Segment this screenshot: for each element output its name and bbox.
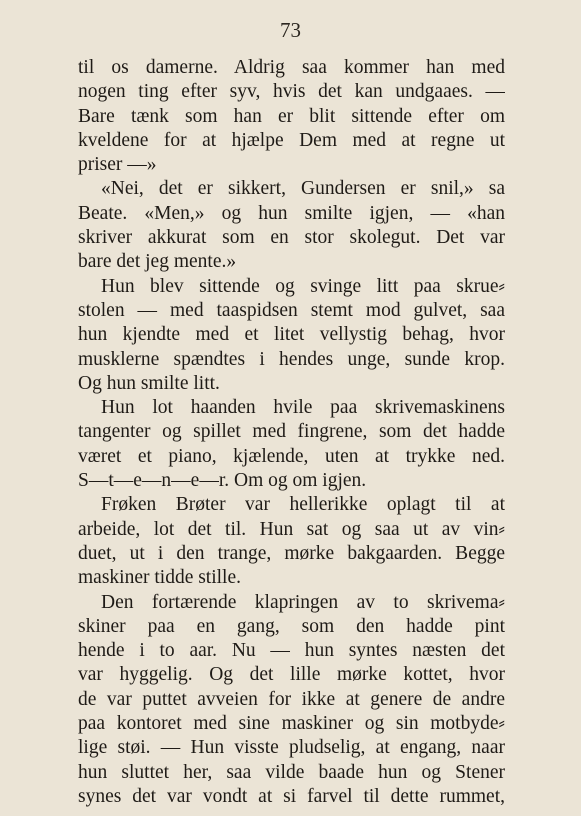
text-line: Hun blev sittende og svinge litt paa skrue⸗	[101, 275, 505, 297]
text-line: hun sluttet her, saa vilde baade hun og Stener	[78, 761, 505, 783]
text-line: stolen — med taaspidsen stemt mod gulvet, saa	[78, 299, 505, 321]
text-line: arbeide, lot det til. Hun sat og saa ut av vin⸗	[78, 518, 505, 540]
text-line: nogen ting efter syv, hvis det kan undgaaes. —	[78, 81, 505, 103]
text-line: maskiner tidde stille.	[78, 567, 242, 589]
text-line: de var puttet avveien for ikke at genere de andre	[78, 688, 505, 710]
text-line: paa kontoret med sine maskiner og sin motbyde⸗	[78, 713, 505, 735]
text-line: synes det var vondt at si farvel til dette rummet,	[78, 785, 505, 807]
text-line: Hun lot haanden hvile paa skrivemaskinens	[101, 397, 505, 419]
text-line: musklerne spændtes i hendes unge, sunde krop.	[78, 348, 505, 370]
text-line: priser —»	[78, 154, 157, 176]
body-text	[78, 56, 505, 809]
text-line: bare det jeg mente.»	[78, 251, 237, 273]
text-line: lige støi. — Hun visste pludselig, at engang, naar	[78, 737, 505, 759]
text-line: Og hun smilte litt.	[78, 372, 220, 394]
text-line: Den fortærende klapringen av to skrivema⸗	[101, 591, 505, 613]
text-line: skiner paa en gang, som den hadde pint	[78, 615, 505, 637]
text-line: Beate. «Men,» og hun smilte igjen, — «han	[78, 202, 505, 224]
text-line: skriver akkurat som en stor skolegut. Det var	[78, 227, 505, 249]
text-line: tangenter og spillet med fingrene, som det hadde	[78, 421, 505, 443]
text-line: «Nei, det er sikkert, Gundersen er snil,» sa	[101, 178, 505, 200]
text-line: S—t—e—n—e—r. Om og om igjen.	[78, 470, 367, 492]
text-line: hun kjendte med et litet vellystig behag, hvor	[78, 324, 505, 346]
page-number: 73	[280, 18, 301, 42]
text-line: kveldene for at hjælpe Dem med at regne ut	[78, 129, 505, 151]
text-line: var hyggelig. Og det lille mørke kottet, hvor	[78, 664, 505, 686]
text-line: Bare tænk som han er blit sittende efter om	[78, 105, 505, 127]
text-line: duet, ut i den trange, mørke bakgaarden. Begge	[78, 542, 505, 564]
text-line: hende i to aar. Nu — hun syntes næsten det	[78, 640, 505, 662]
text-line: Frøken Brøter var hellerikke oplagt til at	[101, 494, 505, 516]
text-line: været et piano, kjælende, uten at trykke ned.	[78, 445, 505, 467]
text-line: til os damerne. Aldrig saa kommer han med	[78, 57, 505, 78]
